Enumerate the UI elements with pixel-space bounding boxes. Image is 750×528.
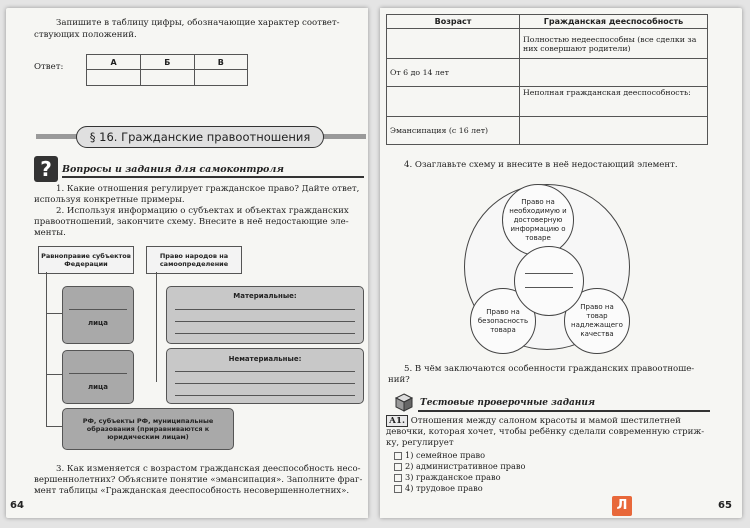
circle-center-blank[interactable] [514, 246, 584, 316]
option-3[interactable] [394, 472, 501, 482]
answer-table [86, 54, 248, 86]
option-1[interactable] [394, 450, 485, 460]
scheme-connector [46, 272, 47, 426]
table-cell[interactable] [520, 117, 708, 145]
scheme-nonmaterial-box [166, 348, 364, 404]
intro-line-2: ствующих положений. [34, 30, 137, 40]
scheme-gray-box-2 [62, 350, 134, 404]
circle-information: Право на необходимую и достоверную информацию о товаре [502, 184, 574, 256]
answer-cell-c[interactable] [194, 70, 247, 86]
scheme-connector [156, 272, 157, 382]
table-cell: Эмансипация (с 16 лет) [387, 117, 520, 145]
scheme-bottom-box: РФ, субъекты РФ, муниципальные образования (приравниваются к юридическим лицам) [62, 408, 234, 450]
scheme-gray-box-1 [62, 286, 134, 344]
circle-safety: Право на безопасность товара [470, 288, 536, 354]
intro-line-1: Запишите в таблицу цифры, обозначающие характер соответ- [56, 18, 340, 28]
table-cell[interactable] [387, 29, 520, 59]
cube-icon [394, 392, 414, 412]
a1-tag: А1. [386, 415, 408, 427]
scheme-box-self-determination: Право народов на самоопределение [146, 246, 242, 274]
page-number-right: 65 [718, 500, 732, 511]
test-header: Тестовые проверочные задания [420, 398, 596, 408]
test-rule [418, 410, 710, 412]
fill-line [525, 287, 573, 288]
scheme-connector [46, 426, 62, 427]
option-4-label: 4) трудовое право [405, 483, 483, 493]
q1-line-1: 1. Какие отношения регулирует гражданское право? Дайте ответ, [56, 184, 360, 194]
option-2-label: 2) административное право [405, 461, 526, 471]
a1-text-1: Отношения между салоном красоты и мамой шестилетней [410, 416, 681, 426]
fill-line [175, 383, 355, 384]
fill-line [69, 309, 127, 310]
scheme-material-box [166, 286, 364, 344]
answer-col-a: А [87, 55, 141, 70]
fill-line [175, 333, 355, 334]
q3-line-3: мент таблицы «Гражданская дееспособность несовершеннолетних». [34, 486, 350, 496]
fill-line [175, 371, 355, 372]
answer-cell-b[interactable] [141, 70, 194, 86]
questions-rule [62, 176, 364, 178]
checkbox-icon[interactable] [394, 485, 402, 493]
publisher-logo: Л [612, 496, 632, 516]
q4-text: 4. Озаглавьте схему и внесите в неё недостающий элемент. [404, 160, 678, 170]
answer-label: Ответ: [34, 62, 64, 72]
questions-header: Вопросы и задания для самоконтроля [62, 164, 284, 175]
fill-line [525, 273, 573, 274]
option-3-label: 3) гражданское право [405, 472, 501, 482]
scheme-box-equality: Равноправие субъектов Федерации [38, 246, 134, 274]
right-page [380, 8, 742, 518]
checkbox-icon[interactable] [394, 463, 402, 471]
q3-line-1: 3. Как изменяется с возрастом гражданская дееспособность несо- [56, 464, 361, 474]
q2-line-2: правоотношений, закончите схему. Внесите в неё недостающие эле- [34, 217, 349, 227]
a1-line-1 [386, 416, 681, 427]
a1-line-2: девочки, которая хочет, чтобы ребёнку сделали современную стриж- [386, 427, 705, 437]
q2-line-3: менты. [34, 228, 66, 238]
option-1-label: 1) семейное право [405, 450, 486, 460]
table-cell[interactable] [387, 87, 520, 117]
page-number-left: 64 [10, 500, 24, 511]
fill-line [69, 373, 127, 374]
gray-box-2-label: лица [88, 383, 108, 391]
table-cell: Неполная гражданская дееспособность: [520, 87, 708, 117]
option-4[interactable] [394, 483, 483, 493]
fill-line [175, 395, 355, 396]
material-label: Материальные: [233, 292, 297, 300]
left-page [6, 8, 368, 518]
table-cell: Полностью недееспособны (все сделки за них совершают родители) [520, 29, 708, 59]
scheme-connector [46, 313, 62, 314]
q2-line-1: 2. Используя информацию о субъектах и объектах гражданских [56, 206, 349, 216]
a1-line-3: ку, регулирует [386, 438, 454, 448]
q3-line-2: вершеннолетних? Объясните понятие «эмансипация». Заполните фраг- [34, 475, 363, 485]
scheme-connector [46, 374, 62, 375]
answer-col-c: В [194, 55, 247, 70]
table-header-age: Возраст [387, 15, 520, 29]
checkbox-icon[interactable] [394, 474, 402, 482]
q5-line-1: 5. В чём заключаются особенности гражданских правоотноше- [404, 364, 695, 374]
circle-quality: Право на товар надлежащего качества [564, 288, 630, 354]
section-title: § 16. Гражданские правоотношения [76, 126, 324, 148]
capacity-table [386, 14, 708, 145]
q1-line-2: используя конкретные примеры. [34, 195, 185, 205]
q5-line-2: ний? [388, 375, 410, 385]
answer-cell-a[interactable] [87, 70, 141, 86]
gray-box-1-label: лица [88, 319, 108, 327]
fill-line [175, 309, 355, 310]
fill-line [175, 321, 355, 322]
option-2[interactable] [394, 461, 525, 471]
table-cell: От 6 до 14 лет [387, 59, 520, 87]
table-cell[interactable] [520, 59, 708, 87]
nonmaterial-label: Нематериальные: [228, 355, 302, 363]
question-mark-icon: ? [34, 156, 58, 182]
checkbox-icon[interactable] [394, 452, 402, 460]
table-header-capacity: Гражданская дееспособность [520, 15, 708, 29]
answer-col-b: Б [141, 55, 194, 70]
